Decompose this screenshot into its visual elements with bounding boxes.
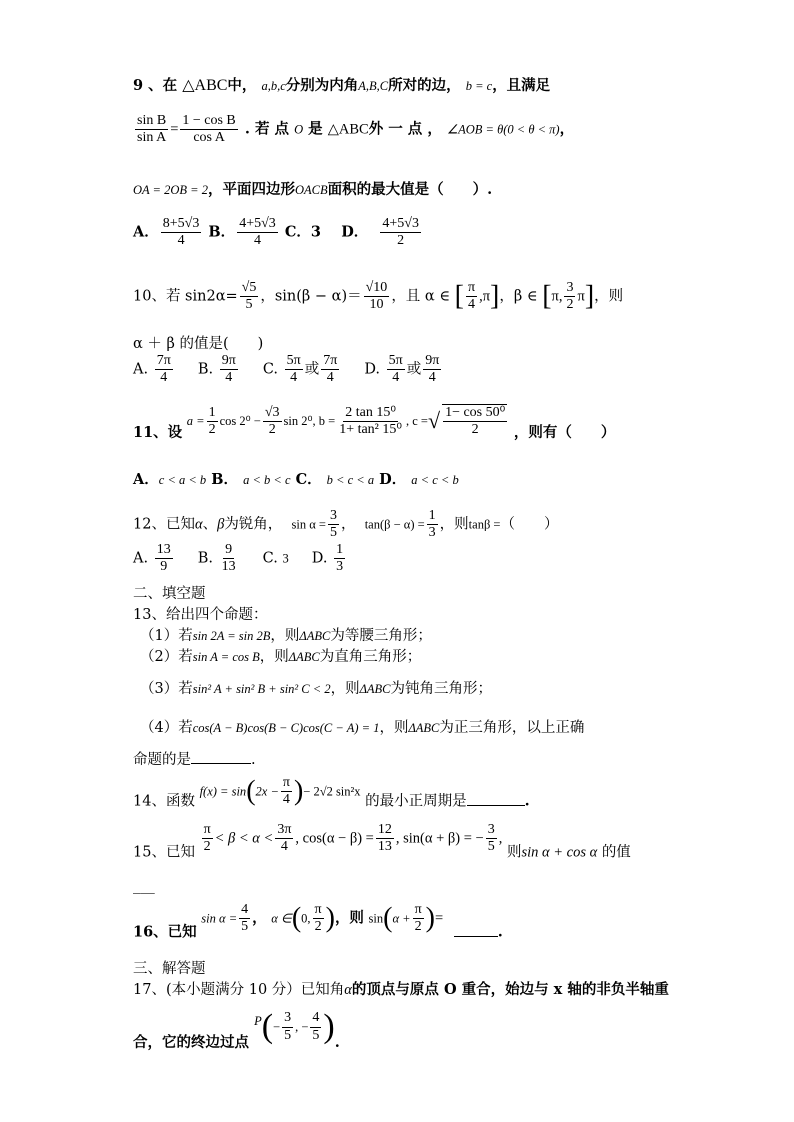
q13-item-1: （1）若sin 2A = sin 2B，则ΔABC为等腰三角形； — [140, 628, 432, 644]
section-fill-in: 二、填空题 — [133, 586, 206, 602]
q10-line1: 10、若 sin2α= $\frac{√5}{5}$ ，sin(β − α)＝ $\frac{√10}{10}$ ，且 α ∈ [ $\frac{\pi}{4}$ ,π]，β ∈ [π, $\frac{3}{2}$ π]，则 — [133, 280, 624, 313]
q9-line1: 9 、在 △ABC中， a,b,c分别为内角A,B,C所对的边， b = c，且满足 — [133, 77, 551, 94]
q10-options: A. $\frac{7\pi}{4}$ B. $\frac{9\pi}{4}$ C. $\frac{5\pi}{4}$ 或 $\frac{7\pi}{4}$ D. $\frac{5\pi}{4}$ 或 $\frac{9\pi}{4}$ — [133, 353, 440, 386]
q15-line1: 15、已知 $\frac{\pi}{2}$ < β < α < $\frac{3\pi}{4}$ , cos(α − β) = $\frac{12}{13}$ , sin(α + β) = − $\frac{3}{5}$ , 则sin α + cos α 的值 — [133, 822, 631, 861]
q13-title: 13、给出四个命题： — [133, 607, 268, 623]
q11-line1: 11、设 a = $\frac{1}{2}$ cos 2⁰ − $\frac{√3}{2}$ sin 2⁰, b = $\frac{\text{2 tan 15⁰}}{\text{1+ tan² 15⁰}}$ , c =√ $\frac{\text{1− cos 50⁰}}{2}$ ，则有（ ） — [133, 404, 616, 442]
answer-blank[interactable] — [467, 804, 525, 806]
q12-options: A. $\frac{13}{9}$ B. $\frac{9}{13}$ C. 3 D. $\frac{1}{3}$ — [133, 542, 344, 575]
q13-item-3: （3）若sin² A + sin² B + sin² C < 2，则ΔABC为钝角三角形； — [140, 681, 493, 697]
answer-blank[interactable] — [191, 762, 251, 764]
q9-line3: OA = 2OB = 2，平面四边形OACB面积的最大值是（ ）. — [133, 181, 493, 198]
q14-line: 14、函数 f(x) = sin(2x − $\frac{\pi}{4}$ )− 2√2 sin²x 的最小正周期是 . — [133, 775, 530, 810]
q12-line1: 12、已知α、β为锐角， sin α = $\frac{3}{5}$ ， tan(β − α) = $\frac{1}{3}$ ，则tanβ =（ ） — [133, 508, 559, 541]
q11-options: A．c < a < b B． a < b < c C． b < c < a D． a < c < b — [133, 471, 459, 488]
q13-item-4: （4）若cos(A − B)cos(B − C)cos(C − A) = 1，则ΔABC为正三角形，以上正确 — [140, 720, 585, 736]
q13-answer-line: 命题的是 . — [133, 752, 256, 768]
q17-line2: 合，它的终边过点 P(− $\frac{3}{5}$ , − $\frac{4}{5}$ ). — [133, 1008, 340, 1051]
q15-line2: ___ — [133, 878, 155, 894]
q9-options: A． $\frac{8+5√3}{4}$ B． $\frac{4+5√3}{4}$ C．3 D． $\frac{4+5√3}{2}$ — [133, 216, 419, 249]
section-solutions: 三、解答题 — [133, 961, 206, 977]
q10-line2: α ＋ β 的值是( ) — [133, 336, 264, 352]
answer-blank[interactable] — [454, 935, 498, 937]
frac-sinB-sinA: $\frac{\text{sin B}}{\text{sin A}}$ — [137, 113, 167, 146]
q9-line2: $\frac{\text{sin B}}{\text{sin A}}$ = $\frac{\text{1 − cos B}}{\text{cos A}}$ . 若 点 O 是 △ABC外 一 点 ， ∠AOB = θ(0 < θ < π)， — [137, 113, 575, 146]
q17-line1: 17、(本小题满分 10 分）已知角α的顶点与原点 O 重合，始边与 x 轴的非负半轴重 — [133, 981, 669, 998]
q16-line: 16、已知 sin α = $\frac{4}{5}$ ， α ∈(0, $\frac{\pi}{2}$ )，则 sin(α + $\frac{\pi}{2}$ )= . — [133, 902, 503, 941]
frac-1-cosB-cosA: $\frac{\text{1 − cos B}}{\text{cos A}}$ — [182, 113, 236, 146]
q13-item-2: （2）若sin A = cos B，则ΔABC为直角三角形； — [140, 649, 422, 665]
